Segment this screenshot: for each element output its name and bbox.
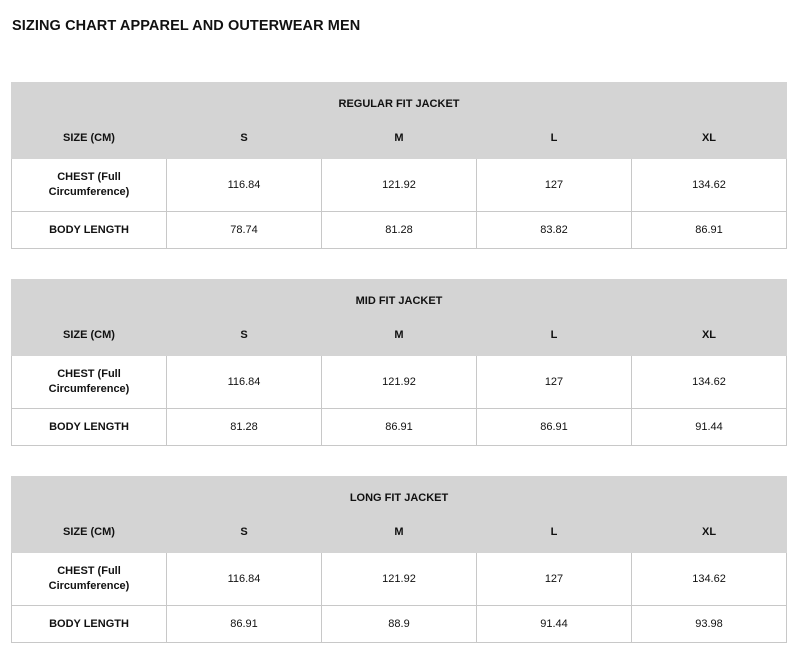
- cell-body-length-l: 86.91: [477, 409, 632, 446]
- cell-chest-m: 121.92: [322, 553, 477, 606]
- row-label-chest: CHEST (Full Circumference): [12, 553, 167, 606]
- table-row-chest: [12, 553, 787, 606]
- table-title-row: [12, 477, 787, 515]
- row-label-chest: CHEST (Full Circumference): [12, 159, 167, 212]
- table-row-body-length: [12, 606, 787, 643]
- table-row-body-length: [12, 409, 787, 446]
- cell-chest-l: 127: [477, 553, 632, 606]
- header-size-m: M: [322, 121, 477, 159]
- cell-chest-l: 127: [477, 159, 632, 212]
- cell-body-length-m: 86.91: [322, 409, 477, 446]
- header-size-l: L: [477, 318, 632, 356]
- cell-body-length-l: 91.44: [477, 606, 632, 643]
- table-header-row: [12, 515, 787, 553]
- cell-chest-m: 121.92: [322, 159, 477, 212]
- cell-chest-xl: 134.62: [632, 159, 787, 212]
- table-title: REGULAR FIT JACKET: [12, 83, 787, 121]
- table-header-row: [12, 121, 787, 159]
- row-label-chest: CHEST (Full Circumference): [12, 356, 167, 409]
- header-size-m: M: [322, 515, 477, 553]
- header-size-xl: XL: [632, 515, 787, 553]
- table-row-body-length: [12, 212, 787, 249]
- cell-chest-s: 116.84: [167, 553, 322, 606]
- header-size-s: S: [167, 515, 322, 553]
- table-title: LONG FIT JACKET: [12, 477, 787, 515]
- cell-body-length-xl: 86.91: [632, 212, 787, 249]
- cell-body-length-xl: 91.44: [632, 409, 787, 446]
- size-table-regular-fit: [11, 82, 787, 249]
- cell-body-length-s: 78.74: [167, 212, 322, 249]
- cell-body-length-s: 81.28: [167, 409, 322, 446]
- row-label-body-length: BODY LENGTH: [12, 409, 167, 446]
- table-row-chest: [12, 159, 787, 212]
- row-label-body-length: BODY LENGTH: [12, 212, 167, 249]
- header-size-s: S: [167, 318, 322, 356]
- header-size-label: SIZE (CM): [12, 515, 167, 553]
- table-header-row: [12, 318, 787, 356]
- header-size-m: M: [322, 318, 477, 356]
- cell-body-length-l: 83.82: [477, 212, 632, 249]
- cell-chest-xl: 134.62: [632, 553, 787, 606]
- table-row-chest: [12, 356, 787, 409]
- table-title: MID FIT JACKET: [12, 280, 787, 318]
- cell-body-length-m: 88.9: [322, 606, 477, 643]
- table-title-row: [12, 280, 787, 318]
- page-title: SIZING CHART APPAREL AND OUTERWEAR MEN: [12, 18, 361, 34]
- cell-body-length-m: 81.28: [322, 212, 477, 249]
- cell-chest-xl: 134.62: [632, 356, 787, 409]
- header-size-l: L: [477, 515, 632, 553]
- cell-body-length-s: 86.91: [167, 606, 322, 643]
- size-table-mid-fit: [11, 279, 787, 446]
- table-title-row: [12, 83, 787, 121]
- row-label-body-length: BODY LENGTH: [12, 606, 167, 643]
- cell-chest-m: 121.92: [322, 356, 477, 409]
- header-size-xl: XL: [632, 318, 787, 356]
- cell-body-length-xl: 93.98: [632, 606, 787, 643]
- header-size-label: SIZE (CM): [12, 318, 167, 356]
- cell-chest-s: 116.84: [167, 159, 322, 212]
- header-size-xl: XL: [632, 121, 787, 159]
- header-size-s: S: [167, 121, 322, 159]
- header-size-l: L: [477, 121, 632, 159]
- size-table-long-fit: [11, 476, 787, 643]
- cell-chest-s: 116.84: [167, 356, 322, 409]
- header-size-label: SIZE (CM): [12, 121, 167, 159]
- cell-chest-l: 127: [477, 356, 632, 409]
